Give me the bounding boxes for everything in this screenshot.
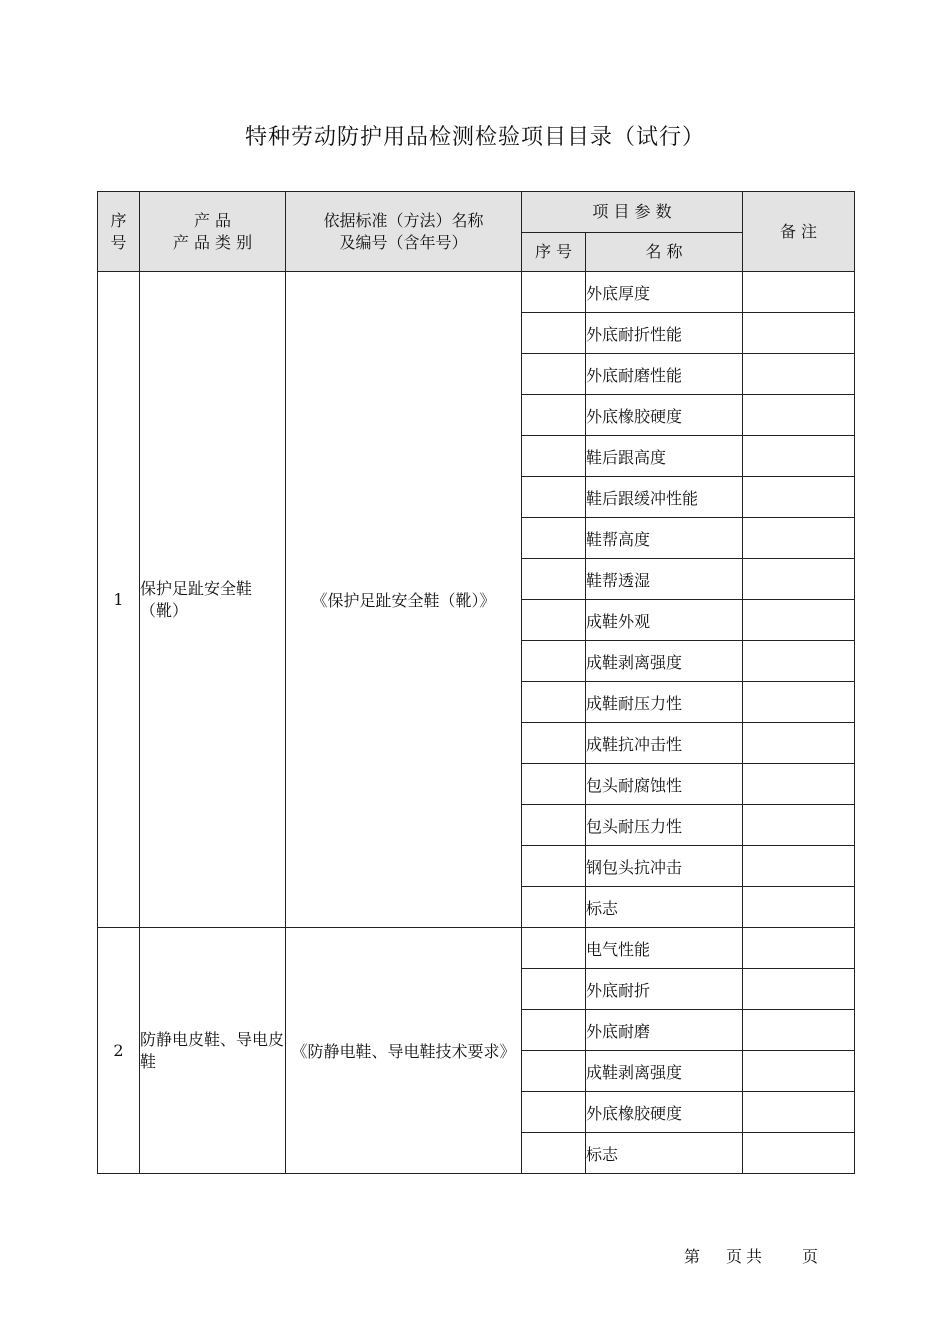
- item-remarks-cell: [743, 559, 855, 600]
- item-seq-cell: [522, 1010, 586, 1051]
- footer-of-label: 页共: [726, 1247, 767, 1266]
- footer-page-label: 第: [684, 1247, 701, 1266]
- item-seq-cell: [522, 518, 586, 559]
- item-remarks-cell: [743, 272, 855, 313]
- header-item-seq: 序 号: [522, 233, 586, 272]
- footer-end-label: 页: [802, 1247, 819, 1266]
- item-name-cell: 外底耐磨性能: [586, 354, 743, 395]
- header-items-group: 项 目 参 数: [522, 192, 743, 233]
- group-product-cell: 防静电皮鞋、导电皮鞋: [140, 928, 286, 1174]
- item-seq-cell: [522, 1133, 586, 1174]
- item-seq-cell: [522, 969, 586, 1010]
- item-remarks-cell: [743, 1051, 855, 1092]
- item-remarks-cell: [743, 682, 855, 723]
- item-name-cell: 鞋帮透湿: [586, 559, 743, 600]
- item-name-cell: 电气性能: [586, 928, 743, 969]
- item-remarks-cell: [743, 600, 855, 641]
- header-remarks: 备 注: [743, 192, 855, 272]
- item-name-cell: 包头耐压力性: [586, 805, 743, 846]
- item-seq-cell: [522, 436, 586, 477]
- item-name-cell: 外底耐磨: [586, 1010, 743, 1051]
- header-seq-line-1: 序: [110, 210, 127, 230]
- item-seq-cell: [522, 928, 586, 969]
- item-remarks-cell: [743, 846, 855, 887]
- item-seq-cell: [522, 559, 586, 600]
- item-remarks-cell: [743, 969, 855, 1010]
- item-remarks-cell: [743, 723, 855, 764]
- item-name-cell: 鞋后跟高度: [586, 436, 743, 477]
- item-name-cell: 成鞋剥离强度: [586, 641, 743, 682]
- item-seq-cell: [522, 846, 586, 887]
- table-row: [98, 928, 855, 969]
- item-name-cell: 成鞋剥离强度: [586, 1051, 743, 1092]
- item-remarks-cell: [743, 805, 855, 846]
- item-seq-cell: [522, 313, 586, 354]
- item-seq-cell: [522, 723, 586, 764]
- header-row-top: [98, 192, 855, 233]
- item-name-cell: 成鞋耐压力性: [586, 682, 743, 723]
- item-seq-cell: [522, 682, 586, 723]
- item-seq-cell: [522, 764, 586, 805]
- item-name-cell: 外底橡胶硬度: [586, 1092, 743, 1133]
- item-name-cell: 成鞋外观: [586, 600, 743, 641]
- group-seq-cell: 2: [98, 928, 140, 1174]
- item-remarks-cell: [743, 764, 855, 805]
- item-remarks-cell: [743, 641, 855, 682]
- item-seq-cell: [522, 395, 586, 436]
- header-standard: [286, 192, 522, 272]
- item-name-cell: 鞋帮高度: [586, 518, 743, 559]
- header-seq: [98, 192, 140, 272]
- item-remarks-cell: [743, 518, 855, 559]
- item-remarks-cell: [743, 1092, 855, 1133]
- item-remarks-cell: [743, 1010, 855, 1051]
- item-seq-cell: [522, 1092, 586, 1133]
- item-remarks-cell: [743, 354, 855, 395]
- item-name-cell: 钢包头抗冲击: [586, 846, 743, 887]
- item-seq-cell: [522, 641, 586, 682]
- item-remarks-cell: [743, 477, 855, 518]
- item-seq-cell: [522, 354, 586, 395]
- item-remarks-cell: [743, 928, 855, 969]
- inspection-catalog-table: [97, 191, 855, 1174]
- item-remarks-cell: [743, 1133, 855, 1174]
- item-remarks-cell: [743, 436, 855, 477]
- item-seq-cell: [522, 887, 586, 928]
- item-remarks-cell: [743, 887, 855, 928]
- item-name-cell: 鞋后跟缓冲性能: [586, 477, 743, 518]
- group-standard-cell: 《保护足趾安全鞋（靴）》: [286, 272, 522, 928]
- header-seq-line-2: 号: [110, 232, 127, 252]
- item-name-cell: 包头耐腐蚀性: [586, 764, 743, 805]
- item-seq-cell: [522, 1051, 586, 1092]
- header-item-name: 名 称: [586, 233, 743, 272]
- item-name-cell: 标志: [586, 887, 743, 928]
- item-seq-cell: [522, 805, 586, 846]
- item-name-cell: 外底耐折: [586, 969, 743, 1010]
- header-product-line-2: 产 品 类 别: [172, 232, 253, 252]
- group-standard-cell: 《防静电鞋、导电鞋技术要求》: [286, 928, 522, 1174]
- item-name-cell: 外底橡胶硬度: [586, 395, 743, 436]
- item-name-cell: 外底耐折性能: [586, 313, 743, 354]
- item-name-cell: 外底厚度: [586, 272, 743, 313]
- document-title: 特种劳动防护用品检测检验项目目录（试行）: [244, 125, 705, 150]
- item-remarks-cell: [743, 313, 855, 354]
- item-seq-cell: [522, 477, 586, 518]
- header-product-line-1: 产 品: [193, 210, 232, 230]
- header-standard-line-2: 及编号（含年号）: [339, 232, 468, 252]
- item-seq-cell: [522, 272, 586, 313]
- table-row: [98, 272, 855, 313]
- item-name-cell: 成鞋抗冲击性: [586, 723, 743, 764]
- item-seq-cell: [522, 600, 586, 641]
- header-product: [140, 192, 286, 272]
- group-product-cell: 保护足趾安全鞋（靴）: [140, 272, 286, 928]
- header-standard-line-1: 依据标准（方法）名称: [323, 210, 484, 230]
- group-seq-cell: 1: [98, 272, 140, 928]
- item-name-cell: 标志: [586, 1133, 743, 1174]
- item-remarks-cell: [743, 395, 855, 436]
